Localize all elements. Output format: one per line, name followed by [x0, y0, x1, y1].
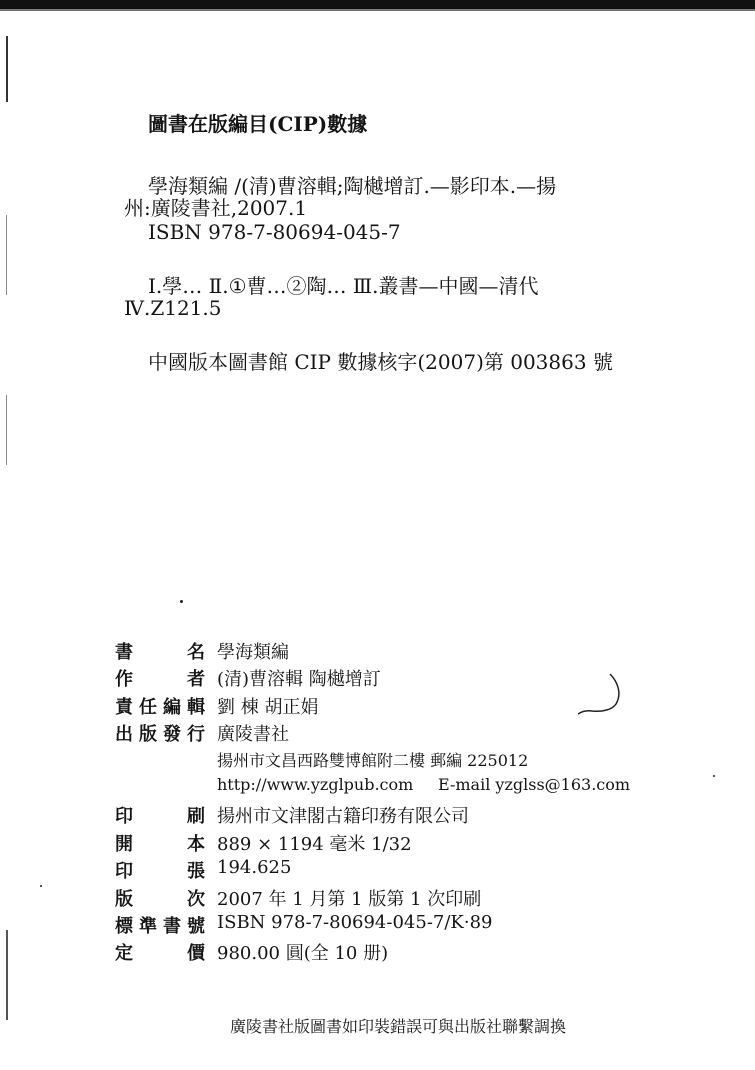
cip-description-line-2: 州:廣陵書社,2007.1	[124, 196, 308, 220]
price-value: 980.00 圓(全 10 册)	[217, 943, 389, 965]
handwritten-mark	[578, 672, 638, 720]
colophon-row-isbn	[115, 912, 655, 939]
colophon-row-format	[115, 830, 655, 857]
row-label	[115, 693, 205, 719]
scan-top-edge	[0, 0, 755, 9]
sheets-value: 194.625	[217, 857, 292, 879]
label-char: 版	[139, 724, 157, 746]
row-label	[115, 830, 205, 856]
label-char: 責	[115, 696, 133, 718]
label-char: 定	[115, 943, 133, 965]
colophon-row-editor	[115, 693, 655, 720]
isbn-value: ISBN 978-7-80694-045-7/K·89	[217, 911, 493, 933]
label-char: 價	[187, 943, 205, 965]
row-label	[115, 638, 205, 664]
colophon-row-sheets	[115, 857, 655, 884]
scan-top-shadow	[0, 9, 755, 11]
row-label	[115, 912, 205, 938]
row-label	[115, 720, 205, 746]
label-char: 書	[115, 642, 133, 663]
author-value: (清)曹溶輯 陶樾增訂	[217, 669, 381, 691]
cip-heading: 圖書在版編目(CIP)數據	[148, 112, 368, 136]
cip-record-number: 中國版本圖書館 CIP 數據核字(2007)第 003863 號	[148, 350, 613, 374]
label-char: 編	[163, 696, 181, 718]
scan-margin-line	[6, 215, 7, 295]
colophon-row-author	[115, 665, 655, 692]
colophon-row-edition	[115, 885, 655, 912]
label-char: 張	[187, 861, 205, 883]
cip-isbn: ISBN 978-7-80694-045-7	[148, 220, 401, 244]
label-char: 印	[115, 861, 133, 883]
publisher-value: 廣陵書社	[217, 724, 289, 746]
label-char: 標	[115, 915, 133, 937]
editor-value: 劉 棟 胡正娟	[217, 696, 319, 718]
label-char: 出	[115, 724, 133, 746]
colophon-row-address	[115, 748, 655, 775]
label-char: 號	[187, 915, 205, 937]
label-char: 本	[187, 833, 205, 855]
colophon-row-price	[115, 939, 655, 966]
label-char: 作	[115, 669, 133, 691]
label-char: 輯	[187, 696, 205, 718]
label-char: 版	[115, 888, 133, 910]
label-char: 印	[115, 806, 133, 828]
footer-notice: 廣陵書社版圖書如印裝錯誤可與出版社聯繫調換	[230, 1017, 567, 1036]
colophon-row-contact	[115, 775, 655, 802]
label-char: 開	[115, 833, 133, 855]
label-char: 準	[139, 915, 157, 937]
row-label	[115, 857, 205, 883]
row-label	[115, 939, 205, 965]
label-char: 刷	[187, 806, 205, 828]
cip-class-code: Ⅳ.Z121.5	[124, 296, 222, 320]
publisher-address: 揚州市文昌西路雙博館附二樓 郵編 225012	[217, 750, 529, 770]
publisher-website: http://www.yzglpub.com	[217, 774, 414, 794]
row-label	[115, 665, 205, 691]
scan-speck	[40, 885, 42, 887]
label-char: 書	[163, 915, 181, 937]
printer-value: 揚州市文津閣古籍印務有限公司	[217, 806, 469, 828]
scan-speck	[180, 600, 183, 603]
scan-margin-line	[6, 395, 7, 465]
scan-speck	[713, 775, 715, 777]
edition-value: 2007 年 1 月第 1 版第 1 次印刷	[217, 888, 482, 910]
colophon-row-printer	[115, 802, 655, 829]
label-char: 發	[163, 724, 181, 746]
book-title-value: 學海類編	[217, 642, 289, 663]
cip-classification: Ⅰ.學… Ⅱ.①曹…②陶… Ⅲ.叢書—中國—清代	[148, 274, 539, 298]
publisher-email: E-mail yzglss@163.com	[438, 774, 631, 794]
colophon-row-publisher	[115, 720, 655, 747]
row-label	[115, 802, 205, 828]
label-char: 行	[187, 724, 205, 746]
label-char: 次	[187, 888, 205, 910]
label-char: 者	[187, 669, 205, 691]
colophon-row-title	[115, 638, 655, 665]
scan-margin-line	[6, 36, 8, 102]
format-value: 889 × 1194 毫米 1/32	[217, 833, 412, 855]
label-char: 名	[187, 642, 205, 663]
row-label	[115, 885, 205, 911]
scan-margin-line	[6, 930, 8, 1020]
colophon	[115, 638, 655, 967]
label-char: 任	[139, 696, 157, 718]
cip-description-line-1: 學海類編 /(清)曹溶輯;陶樾增訂.—影印本.—揚	[148, 174, 557, 198]
